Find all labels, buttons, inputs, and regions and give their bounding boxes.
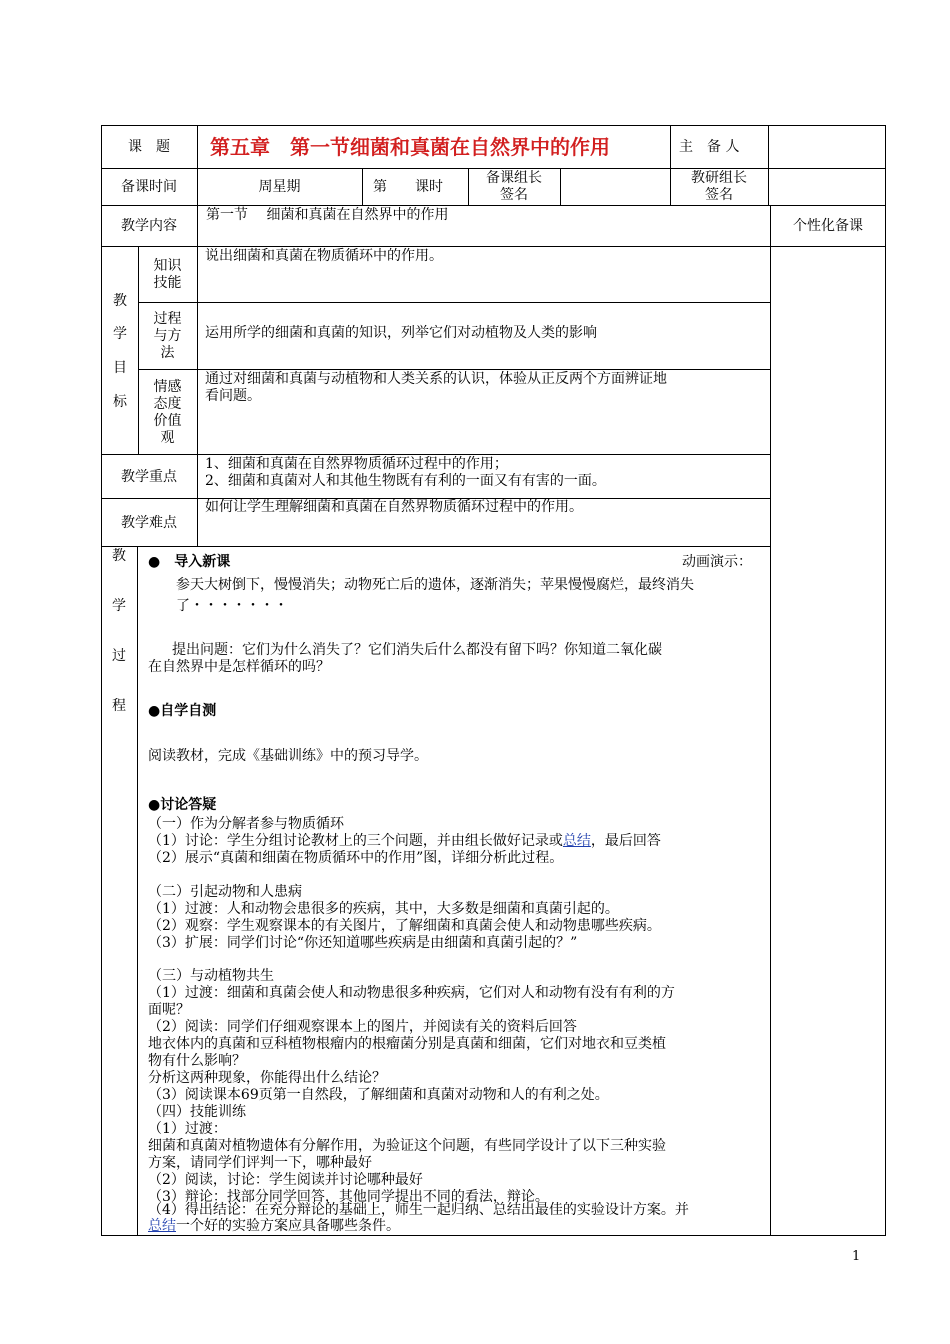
emotion-attitude-text-line: 通过对细菌和真菌与动植物和人类关系的认识，体验从正反两个方面辨证地 xyxy=(205,371,667,387)
col-divider xyxy=(197,205,198,547)
question-line: 在自然界中是怎样循环的吗？ xyxy=(148,659,330,675)
research-leader-label-1: 教研组长 xyxy=(691,170,747,186)
part4-line: （3）辩论：找部分同学回答，其他同学提出不同的看法，辩论。 xyxy=(148,1189,549,1205)
page-number: 1 xyxy=(852,1249,861,1264)
content-label: 教学内容 xyxy=(121,218,177,234)
part3-line: 分析这两种现象，你能得出什么结论？ xyxy=(148,1070,386,1086)
col-divider xyxy=(362,168,363,206)
question-line: 提出问题：它们为什么消失了？它们消失后什么都没有留下吗？你知道二氧化碳 xyxy=(172,642,662,658)
col-divider xyxy=(770,205,771,547)
personal-prep-label: 个性化备课 xyxy=(793,218,863,234)
row-divider xyxy=(101,454,770,455)
part4-line: （2）阅读，讨论：学生阅读并讨论哪种最好 xyxy=(148,1172,423,1188)
research-leader-label-2: 签名 xyxy=(705,187,733,203)
summary-link[interactable]: 总结 xyxy=(562,833,591,849)
table-left-border xyxy=(101,125,102,1236)
part4-line: （四）技能训练 xyxy=(148,1104,246,1120)
animation-note: 动画演示： xyxy=(682,554,752,570)
part3-line: （三）与动植物共生 xyxy=(148,968,274,984)
group-leader-label-1: 备课组长 xyxy=(486,170,542,186)
part3-line: 面呢？ xyxy=(148,1002,190,1018)
emotion-attitude-text-line: 看问题。 xyxy=(205,388,261,404)
part2-line: （1）过渡：人和动物会患很多的疾病，其中，大多数是细菌和真菌引起的。 xyxy=(148,901,619,917)
difficulty-text: 如何让学生理解细菌和真菌在自然界物质循环过程中的作用。 xyxy=(205,499,583,515)
self-study-heading: ●自学自测 xyxy=(148,703,217,719)
table-right-border xyxy=(885,125,886,1236)
group-leader-signature-cell[interactable] xyxy=(561,169,669,205)
part1-line: （1）讨论：学生分组讨论教材上的三个问题，并由组长做好记录或总结，最后回答 xyxy=(148,833,661,849)
summary-link[interactable]: 总结 xyxy=(148,1218,176,1234)
research-leader-signature-cell[interactable] xyxy=(769,169,884,205)
part2-line: （二）引起动物和人患病 xyxy=(148,884,302,900)
lesson-title: 第五章 第一节细菌和真菌在自然界中的作用 xyxy=(210,135,610,159)
part4-line: 方案，请同学们评判一下，哪种最好 xyxy=(148,1155,372,1171)
part2-line: （2）观察：学生观察课本的有关图片，了解细菌和真菌会使人和动物患哪些疾病。 xyxy=(148,918,661,934)
part1-line: （一）作为分解者参与物质循环 xyxy=(148,816,344,832)
part4-line: 细菌和真菌对植物遗体有分解作用，为验证这个问题，有些同学设计了以下三种实验 xyxy=(148,1138,666,1154)
discussion-heading: ●讨论答疑 xyxy=(148,797,217,813)
part4-line: （1）过渡： xyxy=(148,1121,227,1137)
part4-line: 总结一个好的实验方案应具备哪些条件。 xyxy=(148,1218,400,1234)
content-text: 第一节 细菌和真菌在自然界中的作用 xyxy=(206,207,449,223)
part3-line: 物有什么影响？ xyxy=(148,1053,246,1069)
col-divider xyxy=(137,546,138,1236)
key-points-label: 教学重点 xyxy=(121,469,177,485)
preparer-label: 主 备 人 xyxy=(679,139,740,155)
table-bottom-border xyxy=(101,1235,885,1236)
intro-text-line: 了・・・・・・・ xyxy=(176,598,288,614)
part2-line: （3）扩展：同学们讨论“你还知道哪些疾病是由细菌和真菌引起的？” xyxy=(148,935,578,951)
col-divider xyxy=(770,546,771,1236)
key-point-item: 1、细菌和真菌在自然界物质循环过程中的作用； xyxy=(205,456,508,472)
difficulty-label: 教学难点 xyxy=(121,515,177,531)
row-divider xyxy=(138,369,770,370)
intro-heading: ● 导入新课 xyxy=(148,554,231,570)
part3-line: （3）阅读课本69页第一自然段，了解细菌和真菌对动物和人的有利之处。 xyxy=(148,1087,609,1103)
self-study-text: 阅读教材，完成《基础训练》中的预习导学。 xyxy=(148,748,428,764)
period-label: 第 课时 xyxy=(373,179,443,195)
topic-label: 课 题 xyxy=(128,139,170,155)
group-leader-label-2: 签名 xyxy=(500,187,528,203)
week-label: 周星期 xyxy=(258,179,301,195)
key-point-item: 2、细菌和真菌对人和其他生物既有有利的一面又有有害的一面。 xyxy=(205,473,606,489)
row-divider xyxy=(138,302,770,303)
process-method-text: 运用所学的细菌和真菌的知识，列举它们对动植物及人类的影响 xyxy=(205,325,597,341)
part3-line: （2）阅读：同学们仔细观察课本上的图片，并阅读有关的资料后回答 xyxy=(148,1019,577,1035)
intro-text-line: 参天大树倒下，慢慢消失；动物死亡后的遗体，逐渐消失；苹果慢慢腐烂，最终消失 xyxy=(176,577,694,593)
row-divider xyxy=(101,246,885,247)
prep-time-label: 备课时间 xyxy=(121,179,177,195)
part4-line: （4）得出结论：在充分辩论的基础上，师生一起归纳、总结出最佳的实验设计方案。并 xyxy=(148,1202,689,1218)
knowledge-text: 说出细菌和真菌在物质循环中的作用。 xyxy=(205,248,443,264)
preparer-value-cell[interactable] xyxy=(769,126,884,168)
part3-line: （1）过渡：细菌和真菌会使人和动物患很多种疾病，它们对人和动物有没有有利的方 xyxy=(148,985,675,1001)
part1-line: （2）展示“真菌和细菌在物质循环中的作用”图，详细分析此过程。 xyxy=(148,850,564,866)
row-divider xyxy=(101,546,770,547)
part3-line: 地衣体内的真菌和豆科植物根瘤内的根瘤菌分别是真菌和细菌，它们对地衣和豆类植 xyxy=(148,1036,666,1052)
